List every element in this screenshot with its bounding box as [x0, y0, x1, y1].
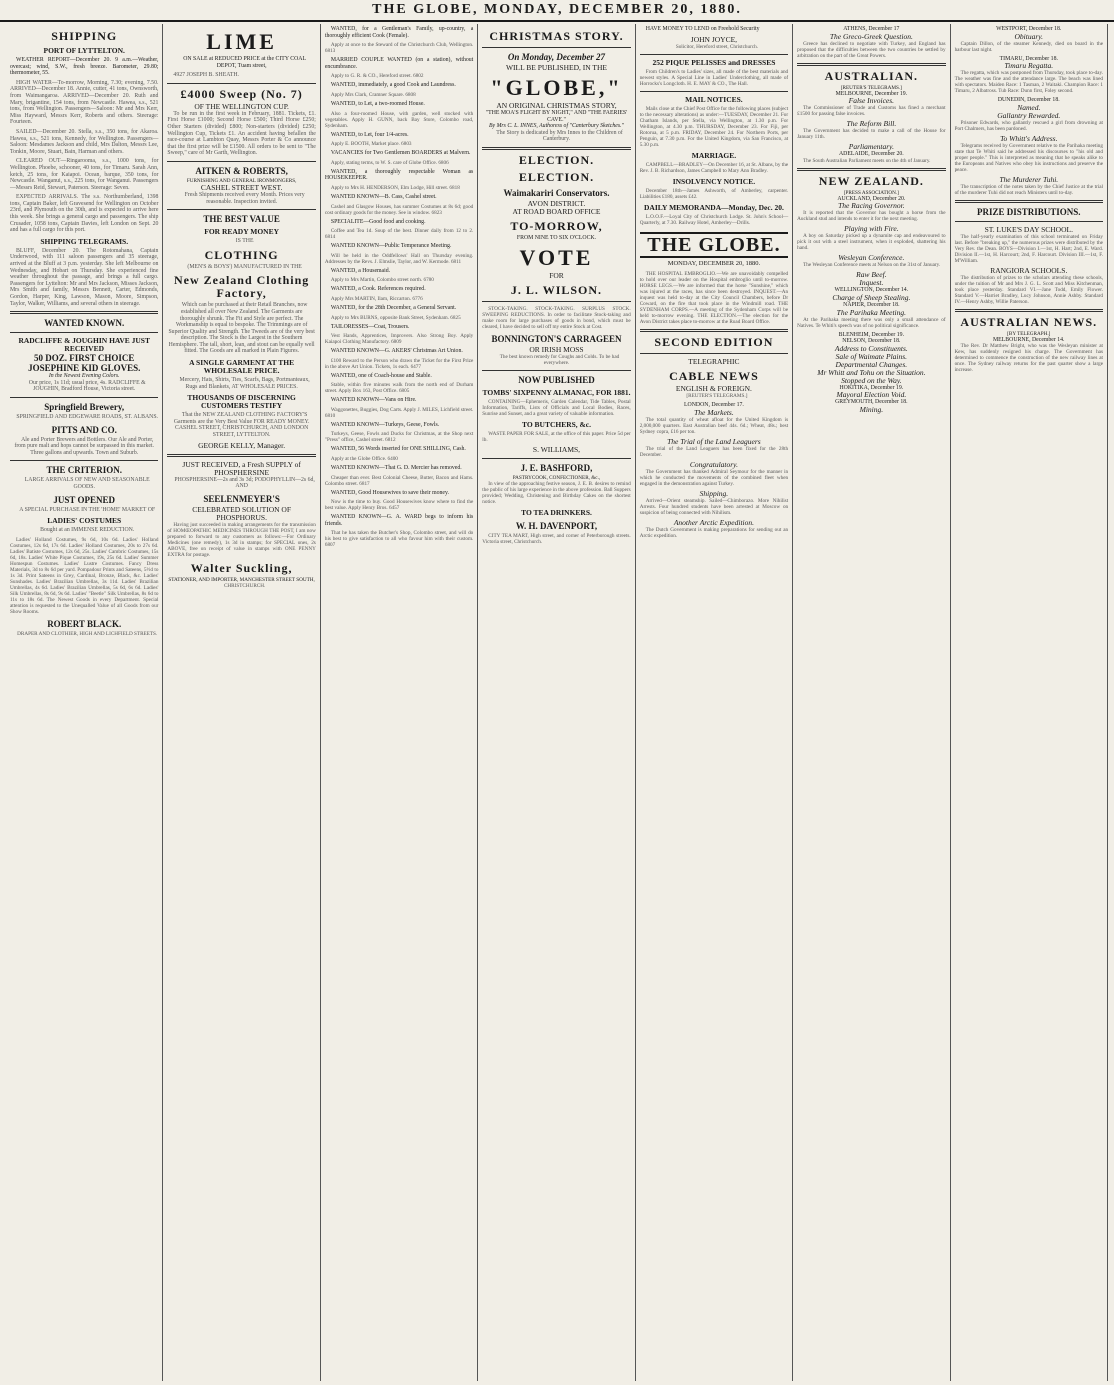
column-5: HAVE MONEY TO LEND on Freehold Security JOHN JOYCE, Solicitor, Hereford street, Christchurch. 252 PIQUE PELISSES and DRESSES From Children's to Ladies' sizes, all made of the best materials and newest styles. A Special Line in Ladies' Underclothing, all made of Horrocks's Longcloth. H. E. MAY & CO., The Hall. MAIL NOTICES. Mails close at the Chief Post Office for the following places (subject to the necessary alterations) as under:—TUESDAY, December 21. For Chatham Islands, per Stella, via Wellington, at 1.30 p.m. For Wellington, at 4.30 p.m. THURSDAY, December 23. For Fiji, per Rotorua, at 5 p.m. FRIDAY, December 24. For Northern Ports, per Penguin, at 7.30 p.m. For the United Kingdom, via San Francisco, at 5.30 p.m. MARRIAGE. CAMPBELL—BRADLEY—On December 16, at St. Albans, by the Rev. J. B. Richardson, James Campbell to Mary Ann Bradley. INSOLVENCY NOTICE. December 18th—James Ashworth, of Amberley, carpenter. Liabilities £180, assets £42. DAILY MEMORANDA—Monday, Dec. 20. L.O.O.F.—Loyal City of Christchurch Lodge. St. John's School—Quarterly, at 7.30. Railway Hotel, Amberley—Drills. THE GLOBE. MONDAY, DECEMBER 20, 1880. THE HOSPITAL EMBROGLIO.—We are unavoidably compelled to hold over our leader on the Hospital embroglio until to-morrow. HORSE LEGS.—We are informed that the horse "Sunshine," which was injured at the races, has since been destroyed. INQUEST.—An inquest was held to-day at the City Council Chambers, before Dr Coward, on the fire that took place in the Windmill road. THE SYDENHAM CORPS.—A meeting of the Sydenham Corps will be held to-morrow evening. THE ELECTION.—The election for the Avon District takes place to-morrow at the Road Board Office. SECOND EDITION TELEGRAPHIC CABLE NEWS ENGLISH & FOREIGN. [REUTER'S TELEGRAMS.] LONDON, December 17. The Markets. The total quantity of wheat afloat for the United Kingdom is 2,000,000 quarters. East Australian beef 44s. 6d.; Wheat, 48s.; best Sydney copra, £16 per ton. The Trial of the Land Leaguers The trial of the Land Leaguers has been fixed for the 28th December. Congratulatory. The Government has thanked Admiral Seymour for the manner in which he conducted the movements of the combined fleet when engaged in the demonstration against Turkey. Shipping. Arrived—Orient steamship. Sailed—Chimborazo. More Nihilist Arrests. Four hundred students have been arrested at Moscow on suspicion of being connected with Nihilism. Another Arctic Expedition. The Dutch Government is making preparations for sending out an Arctic expedition. — [636, 24, 793, 1381]
column-3: WANTED, for a Gentleman's Family, up-country, a thoroughly efficient Cook (Female). Apply at once to the Steward of the Christchurch Club, Wellington. 6813 MARRIED COUPLE WANTED (on a station), without encumbrance. Apply to G. R. & CO., Hereford street. 6802 WANTED, immediately, a good Cook and Laundress. Apply Mrs Clark, Cramner Square. 6808 WANTED, to Let, a two-roomed House. Also a four-roomed House, with garden, well stocked with vegetables. Apply H. GUNN, back Bay Store, Colombo road, Sydenham. WANTED, to Let, four 1/4-acres. Apply E. BOOTH, Market place. 6803 VACANCIES for Two Gentlemen BOARDERS at Malvern. Apply, stating terms, to W. S. care of Globe Office. 6806 WANTED, a thoroughly respectable Woman as HOUSEKEEPER. Apply to Mrs H. HENDERSON, Elm Lodge, Hill street. 6818 WANTED KNOWN—B. Cass, Cashel street. Cashel and Glasgow Houses, has summer Costumes at 8s 6d; good cost ordinary goods for the money. See in window. 6823 SPECIALITE—Good food and cooking. Coffee and Tea 1d. Soup of the best. Dinner daily from 12 to 2. 6814 WANTED KNOWN—Public Temperance Meeting. Will be held in the Oddfellows' Hall on Thursday evening. Addresses by the Revs. J. Elmslie, Taylor, and W. Kermode. 6811 WANTED, a Housemaid. Apply to Mrs Martin, Colombo street north. 6780 WANTED, a Cook. References required. Apply Mrs MARTIN, Ilam, Riccarton. 6776 WANTED, for the 28th December, a General Servant. Apply to Mrs BURNS, opposite Bank Street, Sydenham. 6825 TAILORESSES—Coat, Trousers. Vest Hands, Apprentices, Improvers. Also Strong Boy. Apply Kaiapoi Clothing Manufactory. 6809 WANTED KNOWN—G. AKERS' Christmas Art Union. £100 Reward to the Person who draws the Ticket for the First Prize in the above Art Union. Tickets, 1s each. 6477 WANTED, one of Coach-house and Stable. Stable, within five minutes walk from the north end of Durham street. Apply Box 163, Post Office. 6805 WANTED KNOWN—Vans on Hire. Waggonettes, Buggies, Dog Carts. Apply J. MILES, Lichfield street. 6810 WANTED KNOWN—Turkeys, Geese, Fowls. Turkeys, Geese, Fowls and Ducks for Christmas, at the Shop next "Press" office, Cashel street. 6812 WANTED, 56 Words inserted for ONE SHILLING, Cash. Apply at the Globe Office. 6400 WANTED KNOWN—That G. D. Mercier has removed. Cheaper than ever. Best Colonial Cheese, Butter, Bacon and Hams. Colombo street. 6817 WANTED, Good Housewives to save their money. Now is the time to buy. Good Housewives know where to find the best value. Apply Henry Bros. 6457 WANTED KNOWN—G. A. WARD begs to inform his friends. That he has taken the Butcher's Shop, Colombo street, and will do his best to give satisfaction to all who favour him with their custom. 6807 — [321, 24, 478, 1381]
daily-memoranda: DAILY MEMORANDA—Monday, Dec. 20. — [643, 202, 784, 212]
wesleyan-conference: Wesleyan Conference. — [838, 253, 905, 263]
will-be-published: WILL BE PUBLISHED, IN THE — [505, 63, 607, 72]
mail-notices: MAIL NOTICES. — [685, 94, 743, 104]
wanted-ad: SPECIALITE—Good food and cooking. — [330, 218, 426, 225]
tomorrow: TO-MORROW, — [510, 218, 603, 233]
story-author: By Mrs C. L. INNES, Authoress of "Canterbury Sketches." — [489, 123, 624, 130]
trial-heading: The Trial of the Land Leaguers — [667, 436, 761, 446]
gallantry-rewarded: Gallantry Rewarded. — [997, 110, 1061, 120]
wanted-ad: WANTED, 56 Words inserted for ONE SHILLING, Cash. — [330, 446, 466, 453]
robert-black: ROBERT BLACK. — [47, 618, 122, 629]
avon-district: AVON DISTRICT. — [527, 198, 586, 208]
original-story: AN ORIGINAL CHRISTMAS STORY, — [496, 101, 617, 110]
voting-hours: FROM NINE TO SIX O'CLOCK. — [516, 234, 597, 241]
wanted-ad: WANTED, for the 28th December, a General Servant. — [330, 304, 457, 311]
now-published: NOW PUBLISHED — [518, 374, 595, 385]
wilson: J. L. WILSON. — [510, 282, 603, 297]
marriage-heading: MARRIAGE. — [691, 150, 737, 160]
williams: S. WILLIAMS, — [532, 444, 581, 454]
ready-money: FOR READY MONEY — [204, 227, 279, 237]
evening-colours: In the Newest Evening Colors. — [48, 373, 120, 380]
wanted-ad: WANTED KNOWN—G. A. WARD begs to inform his friends. — [324, 514, 474, 527]
christmas-story: CHRISTMAS STORY. — [489, 29, 624, 43]
aitken-sub: FURNISHING AND GENERAL IRONMONGERS, — [186, 177, 297, 184]
auckland-dateline: AUCKLAND, December 20. — [837, 195, 906, 202]
parihaka-meeting: The Parihaka Meeting. — [836, 307, 907, 317]
sheep-stealing: Charge of Sheep Stealing. — [832, 292, 911, 302]
greymouth-dateline: GREYMOUTH, December 18. — [835, 399, 908, 406]
solution-phosphorus: CELEBRATED SOLUTION OF PHOSPHORUS. — [192, 504, 291, 522]
shipping-heading-2: Shipping. — [699, 488, 729, 498]
lime-text: ON SALE at REDUCED PRICE at the CITY COAL DEPOT, Tuam street, — [183, 56, 307, 69]
column-grid — [6, 24, 1108, 1381]
wanted-ad: WANTED, a Cook. References required. — [330, 286, 426, 293]
vote: VOTE — [519, 244, 594, 270]
timaru-dateline: TIMARU, December 18. — [999, 55, 1058, 62]
bonnington: BONNINGTON'S CARRAGEEN — [491, 333, 622, 344]
raw-beef: Raw Beef. — [856, 270, 887, 280]
london-dateline: LONDON, December 17. — [683, 402, 744, 409]
timaru-regatta: Timaru Regatta. — [1004, 61, 1054, 71]
sweep-sub: OF THE WELLINGTON CUP. — [194, 101, 289, 111]
reuter-telegrams: [REUTER'S TELEGRAMS.] — [840, 84, 902, 91]
obituary-heading: Obituary. — [1014, 31, 1044, 41]
wanted-ad: WANTED, a thoroughly respectable Woman as HOUSEKEEPER. — [324, 168, 474, 182]
wanted-ad: WANTED KNOWN—Turkeys, Geese, Fowls. — [330, 421, 440, 428]
named-heading: Named. — [1017, 102, 1041, 112]
wanted-ad: WANTED KNOWN—B. Cass, Cashel street. — [330, 193, 437, 200]
wanted-known-heading: WANTED KNOWN. — [44, 318, 125, 329]
column-1: SHIPPING PORT OF LYTTELTON. WEATHER REPORT—December 20. 9 a.m.—Weather, overcast; wind, S.W., fresh breeze. Barometer, 29.80; thermometer, 55. HIGH WATER—To-morrow, Morning, 7.30; evening, 7.50. ARRIVED—December 18. Annie, cutter, 41 tons, Ownsworth, from Waimangaroa. ARRIVED—December 20. Ruth and Mary, brigantine, 154 tons, from Newcastle. Hawea, s.s., 521 tons, from Wellington. Passengers—Saloon: Mr and Mrs Kerr, Miss Hayward, Messrs Kerr, Roberts and others. Steerage: Fourteen. SAILED—December 20. Stella, s.s., 350 tons, for Akaroa. Hawea, s.s., 521 tons, Kennedy, for Wellington. Passengers—Saloon: Mesdames Jackson and child, Mrs Dalton, Messrs Lee, Tonkin, Moore, Stuart, Bain, Harman and others. CLEARED OUT—Ringarooma, s.s., 1000 tons, for Wellington. Phoebe, schooner, 40 tons, for Timaru. Sarah Ann, ketch, 25 tons, for Kaiapoi. Ocean, barque, 350 tons, for Newcastle. Wanganui, s.s., 225 tons, for Wanganui. Passengers—Messrs Reid, Stewart, Paterson. Steerage: Seven. EXPECTED ARRIVALS. The s.s. Northumberland, 1398 tons, Captain Baker, left Gravesend for Wellington on October 23rd, and Plymouth on the 30th, and is expected to arrive here this week. She brings a general cargo and passengers. The ship Crusader, 1058 tons, Captain Davies, left London on Sept. 20 and has a full cargo for this port. SHIPPING TELEGRAMS. BLUFF, December 20. The Rotomahana, Captain Underwood, with 111 saloon passengers and 35 steerage, arrived at the Bluff at 3 p.m. yesterday. She left Melbourne on Wednesday, and Hobart on Thursday. She experienced fine weather throughout the passage, and brings a full cargo. Passengers for Lyttelton: Mr and Mrs Jackson, Misses Jackson, Mrs Smith and family, Messrs Bennett, Carter, Edmonds, Gordon, Harper, King, Lawson, Mason, Moore, Simpson, Taylor, Walker, Williams, and several others in steerage. WANTED KNOWN. RADCLIFFE & JOUGHIN HAVE JUST RECEIVED 50 DOZ. FIRST CHOICE JOSEPHINE KID GLOVES. In the Newest Evening Colors. Our price, 1s 11d; usual price, 4s. RADCLIFFE & JOUGHIN, Bradford House, Victoria street. Springfield Brewery, SPRINGFIELD AND EDGEWARE ROADS, ST. ALBANS. PITTS AND CO. Ale and Porter Brewers and Bottlers. Our Ale and Porter, from pure malt and hops cannot be surpassed in this market. Three gallons and upwards. Town and Suburb. THE CRITERION. LARGE ARRIVALS OF NEW AND SEASONABLE GOODS. JUST OPENED A SPECIAL PURCHASE IN THE 'HOME' MARKET OF LADIES' COSTUMES Bought at an IMMENSE REDUCTION. Ladies' Holland Costumes, 9s 6d, 10s 6d. Ladies' Holland Costumes, 12s 6d, 17s 6d. Ladies' Holland Costumes, 20s to 27s 6d. Ladies' Batiste Costumes, 12s 6d, 25s. Ladies' Cambric Costumes, 15s 6d, 18s. Ladies' White Pique Costumes, 19s, 25s 6d. Ladies' Summer Homespun Costumes. Ladies' Lustre Costumes. Fancy Dress Materials, 3d to 8s 6d per yard. Pompadour Prints and Sateens, 5½d to 1s 3d. Print Sateens in Grey, Cardinal, Bronze, Black, &c. Ladies' Sunshades. Ladies' Brazilian Umbrellas, 3s 11d. Ladies' Brazilian Umbrellas, 4s 6d. Ladies' Brazilian Umbrellas, 5s 6d, 6s 6d. Ladies' Silk Umbrellas, 8s 6d, 9s 6d. Ladies' "Beetle" Silk Umbrellas, 8s 6d to 11s to 18s 6d. The Newest Goods in every Department. Special attention is requested to the Unequalled Value of all Goods from our Show Rooms. ROBERT BLACK. DRAPER AND CLOTHIER, HIGH AND LICHFIELD STREETS. — [6, 24, 163, 1381]
telegraphic: TELEGRAPHIC — [688, 357, 740, 367]
wanted-ad: WANTED, to Let, a two-roomed House. — [330, 100, 425, 107]
lime-heading: LIME — [206, 29, 277, 54]
by-telegraph: [BY TELEGRAPH.] — [1007, 330, 1051, 337]
wanted-ad: MARRIED COUPLE WANTED (on a station), without encumbrance. — [324, 57, 474, 70]
waimate-plains: Sale of Waimate Plains. — [835, 351, 908, 361]
clothing-heading: CLOTHING — [204, 247, 279, 262]
mayoral-void: Mayoral Election Void. — [836, 390, 907, 400]
pique-dresses: 252 PIQUE PELISSES and DRESSES — [652, 57, 776, 67]
george-kelly: GEORGE KELLY, Manager. — [198, 440, 286, 450]
john-joyce: JOHN JOYCE, — [690, 34, 738, 44]
stopped-way: Stopped on the Way. — [841, 375, 902, 385]
kid-gloves: 50 DOZ. FIRST CHOICE JOSEPHINE KID GLOVES. — [28, 353, 141, 374]
napier-dateline: NAPIER, December 18. — [843, 301, 900, 308]
nz-heading: NEW ZEALAND. — [818, 173, 924, 188]
inquest-heading: Inquest. — [859, 278, 884, 288]
column-2: LIME ON SALE at REDUCED PRICE at the CITY COAL DEPOT, Tuam street, 4927 JOSEPH B. SHEATH. £4000 Sweep (No. 7) OF THE WELLINGTON CUP. To be run in the first week in February, 1881. Tickets, £1. First Horse £1000; Second Horse £500; Third Horse £250; Other Starters (divided) £800; Non-starters (divided) £250; Wellington Cup, Tickets £1. An accident having befallen the race-course at Lambton Quay, Messrs Porter & Co announce that the first prize will be £1500. All orders to be sent to "The Sweep," care of Mr Garth, Wellington. AITKEN & ROBERTS, FURNISHING AND GENERAL IRONMONGERS, CASHEL STREET WEST. Fresh Shipments received every Month. Prices very reasonable. Inspection invited. THE BEST VALUE FOR READY MONEY IS THE CLOTHING (MEN'S & BOYS') MANUFACTURED IN THE New Zealand Clothing Factory, Which can be purchased at their Retail Branches, now established all over New Zealand. The Garments are thoroughly shrunk. The Fit and Style are perfect. The Workmanship is equal to bespoke. The Trimmings are of Superior Quality and Strength. The Tweeds are of the very best description. The Stock is the Largest in the Southern Hemisphere. The tall, short, lean, and stout can be equally well fitted. The Goods are all marked in Plain Figures. A SINGLE GARMENT AT THE WHOLESALE PRICE. Mercery, Hats, Shirts, Ties, Scarfs, Bags, Portmanteaux, Rugs and Blankets, AT WHOLESALE PRICES. THOUSANDS OF DISCERNING CUSTOMERS TESTIFY That the NEW ZEALAND CLOTHING FACTORY'S Garments are the Very Best Value FOR READY MONEY. CASHEL STREET, CHRISTCHURCH, AND LONDON STREET, LYTTELTON. GEORGE KELLY, Manager. JUST RECEIVED, a Fresh SUPPLY of PHOSPHERSINE PHOSPHERSINE—2s and 3s 3d; PODOPHYLLIN—2s 6d, AND SEELENMEYER'S CELEBRATED SOLUTION OF PHOSPHORUS. Having just succeeded in making arrangements for the transmission of HOMŒOPATHIC MEDICINES THROUGH THE POST, I am now prepared to forward to any customers as follows:—For Ordinary Medicines (one remedy), 1s 3d in stamps; for SPECIAL ones, 2s ABOVE, free on receipt of value in stamps with ONE PENNY EXTRA for postage. Walter Suckling, STATIONER, AND IMPORTER, MANCHESTER STREET SOUTH, CHRISTCHURCH. — [163, 24, 320, 1381]
athens-dateline: ATHENS, December 17 — [843, 26, 900, 32]
story-title: "THE MOA'S FLIGHT BY NIGHT," AND "THE FAERIES' CAVE." — [485, 110, 628, 123]
sweep-heading: £4000 Sweep (No. 7) — [180, 86, 303, 101]
whitt-address: To Whitt's Address. — [1000, 133, 1058, 143]
cashel-street: CASHEL STREET WEST. — [200, 182, 283, 192]
playing-fire: Playing with Fire. — [844, 224, 899, 234]
best-value: THE BEST VALUE — [203, 214, 280, 225]
wellington-dateline: WELLINGTON, December 14. — [834, 287, 909, 294]
globe-banner: THE GLOBE. — [640, 232, 788, 258]
cable-news: CABLE NEWS — [669, 369, 759, 384]
column-4: CHRISTMAS STORY. On Monday, December 27 WILL BE PUBLISHED, IN THE "GLOBE," AN ORIGINAL CHRISTMAS STORY, "THE MOA'S FLIGHT BY NIGHT," AND "THE FAERIES' CAVE." By Mrs C. L. INNES, Authoress of "Canterbury Sketches." The Story is dedicated by Mrs Innes to the Children of Canterbury. ELECTION. ELECTION. Waimakariri Conservators. AVON DISTRICT. AT ROAD BOARD OFFICE TO-MORROW, FROM NINE TO SIX O'CLOCK. VOTE FOR J. L. WILSON. STOCK-TAKING. STOCK-TAKING. SURPLUS STOCK. SWEEPING REDUCTIONS. In order to facilitate Stock-taking and make room for large purchases of goods in bond, which must be cleared, I have decided to sell off my entire Stock at Cost. BONNINGTON'S CARRAGEEN OR IRISH MOSS The best known remedy for Coughs and Colds. To be had everywhere. NOW PUBLISHED TOMBS' SIXPENNY ALMANAC, FOR 1881. CONTAINING—Ephemeris, Garden Calendar, Tide Tables, Postal Information, Tariffs, Lists of Officials and Local Bodies, Races, Sunrise and Sunset, and a great variety of valuable information. TO BUTCHERS, &c. WASTE PAPER FOR SALE, at the office of this paper. Price 5d per lb. S. WILLIAMS, J. E. BASHFORD, PASTRYCOOK, CONFECTIONER, &c., In view of the approaching festive season, J. E. B. desires to remind the public of his large experience in the above profession. Ball Suppers provided; Wedding, Christening and Birthday Cakes on the shortest notice. TO TEA DRINKERS. W. H. DAVENPORT, CITY TEA MART, High street, and corner of Peterborough streets. Victoria street, Christchurch. — [478, 24, 635, 1381]
insolvency-heading: INSOLVENCY NOTICE. — [672, 176, 756, 186]
tombs-almanac: TOMBS' SIXPENNY ALMANAC, FOR 1881. — [482, 387, 631, 397]
weather-report: WEATHER REPORT—December 20. 9 a.m.—Weather, overcast; wind, S.W., fresh breeze. Barometer, 29.80; thermometer, 55. — [10, 57, 159, 77]
blenheim-dateline: BLENHEIM, December 19. — [838, 331, 905, 338]
murderer-tuhi: The Murderer Tuhi. — [999, 174, 1059, 184]
masthead — [0, 0, 1114, 22]
false-invoices: False Invoices. — [848, 96, 895, 106]
australian-news: AUSTRALIAN NEWS. — [960, 314, 1098, 329]
just-opened: JUST OPENED — [53, 494, 116, 505]
racing-governor: The Racing Governor. — [838, 201, 905, 211]
criterion-heading: THE CRITERION. — [46, 465, 122, 476]
parliamentary: Parliamentary. — [848, 142, 894, 152]
election-heading: ELECTION. — [518, 152, 595, 167]
tea-drinkers: TO TEA DRINKERS. — [521, 507, 592, 517]
markets-heading: The Markets. — [694, 407, 734, 417]
radcliffe-ad: RADCLIFFE & JOUGHIN HAVE JUST RECEIVED — [18, 336, 150, 354]
wanted-ad: WANTED, to Let, four 1/4-acres. — [330, 131, 409, 138]
column-7: WESTPORT, December 18. Obituary. Captain Dillon, of the steamer Kennedy, died on board in the harbour last night. TIMARU, December 18. Timaru Regatta. The regatta, which was postponed from Thursday, took place to-day. The weather was fine and the attendance large. The beach was lined with spectators. Maiden Race: 1 Tasman, 2 Waitaki. Champion Race: 1 Timaru, 2 Albatross. Tub Race: Dunn first, Foley second. DUNEDIN, December 18. Named. Gallantry Rewarded. Prisoner Edwards, who gallantly rescued a girl from drowning at Port Chalmers, has been pardoned. To Whitt's Address. Telegrams received by Government relative to the Parihaka meeting state that Te Whiti said he addressed his discourses to "his old and proper people." This is interpreted as meaning that he speaks alike to the Europeans and Natives who obey his instructions and preserve the peace. The Murderer Tuhi. The transcription of the notes taken by the Chief Justice at the trial of the murderer Tuhi did not reach Ministers until to-day. PRIZE DISTRIBUTIONS. ST. LUKE'S DAY SCHOOL. The half-yearly examination of this school terminated on Friday last. Before "breaking up," the numerous prizes were distributed by the Very Rev. the Dean. BOYS—Division I.—1st, H. Hart; 2nd, E. Ward. Division II.—1st, H. Harcourt; 2nd, F. Harcourt. Division III.—1st, F. M'William. RANGIORA SCHOOLS. The distribution of prizes to the scholars attending these schools, under the tuition of Mr and Mrs J. G. L. Scott and Miss Kitchenman, took place yesterday. Standard VI.—Jane Todd, Emily Flower. Standard V.—Harriet Bradley, Lucy Johnson, Annie Ashby. Standard IV.—Henry Ashby, Willie Paterson. AUSTRALIAN NEWS. [BY TELEGRAPH.] MELBOURNE, December 14. The Rev. Dr Matthew Bright, who was the Wesleyan minister at Kew, has suddenly resigned his charge. The Government has determined to commence the construction of the new railway lines at once. The Sydney railway returns for the past quarter show a large increase. — [951, 24, 1108, 1381]
st-lukes: ST. LUKE'S DAY SCHOOL. — [984, 224, 1073, 234]
globe-title: "GLOBE," — [490, 75, 623, 100]
hokitika-dateline: HOKITIKA, December 19. — [839, 384, 904, 391]
greco-question: The Greco-Greek Question. — [829, 31, 913, 41]
arctic-heading: Another Arctic Expedition. — [673, 517, 755, 527]
davenport: W. H. DAVENPORT, — [515, 520, 598, 531]
melbourne-dateline: MELBOURNE, December 19. — [835, 90, 908, 97]
press-association: [PRESS ASSOCIATION.] — [843, 189, 899, 196]
melbourne-dateline-2: MELBOURNE, December 14. — [993, 336, 1065, 343]
nz-clothing-factory: New Zealand Clothing Factory, — [173, 273, 310, 301]
springfield-brewery: Springfield Brewery, — [44, 401, 125, 412]
english-foreign: ENGLISH & FOREIGN. — [675, 384, 752, 394]
wanted-ad: WANTED KNOWN—G. AKERS' Christmas Art Union. — [330, 348, 463, 355]
wanted-ad: VACANCIES for Two Gentlemen BOARDERS at Malvern. — [330, 150, 471, 157]
mining-heading: Mining. — [859, 404, 884, 414]
wanted-ad: WANTED, one of Coach-house and Stable. — [330, 372, 432, 379]
rangiora-schools: RANGIORA SCHOOLS. — [990, 265, 1068, 275]
phosphersine: JUST RECEIVED, a Fresh SUPPLY of PHOSPHERSINE — [182, 459, 301, 477]
walter-suckling: Walter Suckling, — [190, 560, 293, 575]
to-butchers: TO BUTCHERS, &c. — [521, 419, 592, 429]
congratulatory: Congratulatory. — [689, 459, 738, 469]
irish-moss: OR IRISH MOSS — [529, 344, 584, 354]
departmental-changes: Departmental Changes. — [835, 359, 908, 369]
shipping-heading: SHIPPING — [51, 29, 118, 43]
prize-distributions: PRIZE DISTRIBUTIONS. — [977, 206, 1081, 217]
single-garment: A SINGLE GARMENT AT THE WHOLESALE PRICE. — [189, 358, 295, 376]
second-edition: SECOND EDITION — [654, 335, 774, 350]
aitken-roberts: AITKEN & ROBERTS, — [195, 165, 288, 176]
discerning-customers: THOUSANDS OF DISCERNING CUSTOMERS TESTIFY — [187, 393, 296, 411]
wanted-ad: WANTED, Good Housewives to save their money. — [330, 489, 449, 496]
wanted-ad: WANTED, immediately, a good Cook and Laundress. — [330, 82, 456, 89]
wanted-ad: WANTED, for a Gentleman's Family, up-country, a thoroughly efficient Cook (Female). — [324, 26, 474, 39]
wanted-ad: TAILORESSES—Coat, Trousers. — [330, 323, 410, 330]
dunedin-dateline: DUNEDIN, December 18. — [997, 97, 1060, 104]
seelenmeyer: SEELENMEYER'S — [203, 493, 280, 504]
whitt-situation: Mr Whitt and Tohu on the Situation. — [817, 367, 926, 377]
globe-date: MONDAY, DECEMBER 20, 1880. — [667, 259, 761, 267]
suckling-sub: STATIONER, AND IMPORTER, MANCHESTER STREET SOUTH, — [168, 576, 315, 583]
waimakariri: Waimakariri Conservators. — [503, 187, 610, 198]
ladies-costumes: LADIES' COSTUMES — [47, 516, 122, 526]
page-title: THE GLOBE, MONDAY, DECEMBER 20, 1880. — [372, 2, 742, 17]
reform-bill: The Reform Bill. — [846, 119, 897, 129]
column-6: ATHENS, December 17 The Greco-Greek Question. Greece has declined to negotiate with Turkey, and England has proposed that the difficulties between the two countries be settled by arbitration on the part of the Great Powers. AUSTRALIAN. [REUTER'S TELEGRAMS.] MELBOURNE, December 19. False Invoices. The Commissioner of Trade and Customs has fined a merchant £1500 for passing false invoices. The Reform Bill. The Government has decided to make a call of the House for January 11th. Parliamentary. ADELAIDE, December 20. The South Australian Parliament meets on the 4th of January. NEW ZEALAND. [PRESS ASSOCIATION.] AUCKLAND, December 20. The Racing Governor. It is reported that the Governor has bought a horse from the Auckland stud and intends to enter it for the next meeting. Playing with Fire. A boy on Saturday picked up a dynamite cap and endeavoured to pick it out with a steel instrument, when it exploded, shattering his hand. Wesleyan Conference. The Wesleyan Conference meets at Nelson on the 31st of January. Raw Beef. Inquest. WELLINGTON, December 14. Charge of Sheep Stealing. NAPIER, December 18. The Parihaka Meeting. At the Parihaka meeting there was only a small attendance of Natives. Te Whiti's speech was of no political significance. BLENHEIM, December 19. NELSON, December 18. Address to Constituents. Sale of Waimate Plains. Departmental Changes. Mr Whitt and Tohu on the Situation. Stopped on the Way. HOKITIKA, December 19. Mayoral Election Void. GREYMOUTH, December 18. Mining. — [793, 24, 950, 1381]
westport-dateline: WESTPORT, December 18. — [996, 26, 1062, 32]
road-board: AT ROAD BOARD OFFICE — [512, 206, 601, 216]
wanted-ad: WANTED KNOWN—Public Temperance Meeting. — [330, 243, 452, 250]
nelson-dateline: NELSON, December 18. — [842, 338, 901, 345]
loan-ad: HAVE MONEY TO LEND on Freehold Security — [645, 26, 760, 32]
australian-heading: AUSTRALIAN. — [824, 68, 919, 83]
address-constituents: Address to Constituents. — [834, 343, 908, 353]
election-heading-2: ELECTION. — [518, 169, 595, 184]
on-monday: On Monday, December 27 — [507, 52, 606, 62]
bashford-sub: PASTRYCOOK, CONFECTIONER, &c., — [512, 474, 601, 481]
wanted-ad: WANTED, a Housemaid. — [330, 267, 391, 274]
adelaide-dateline: ADELAIDE, December 20. — [838, 151, 904, 158]
pitts-co: PITTS AND CO. — [51, 424, 117, 435]
port-heading: PORT OF LYTTELTON. — [43, 46, 125, 55]
wanted-ad: WANTED KNOWN—Vans on Hire. — [330, 397, 417, 404]
wanted-ad: WANTED KNOWN—That G. D. Mercier has removed. — [330, 465, 462, 472]
bashford: J. E. BASHFORD, — [520, 462, 593, 473]
vote-for: FOR — [549, 270, 564, 280]
